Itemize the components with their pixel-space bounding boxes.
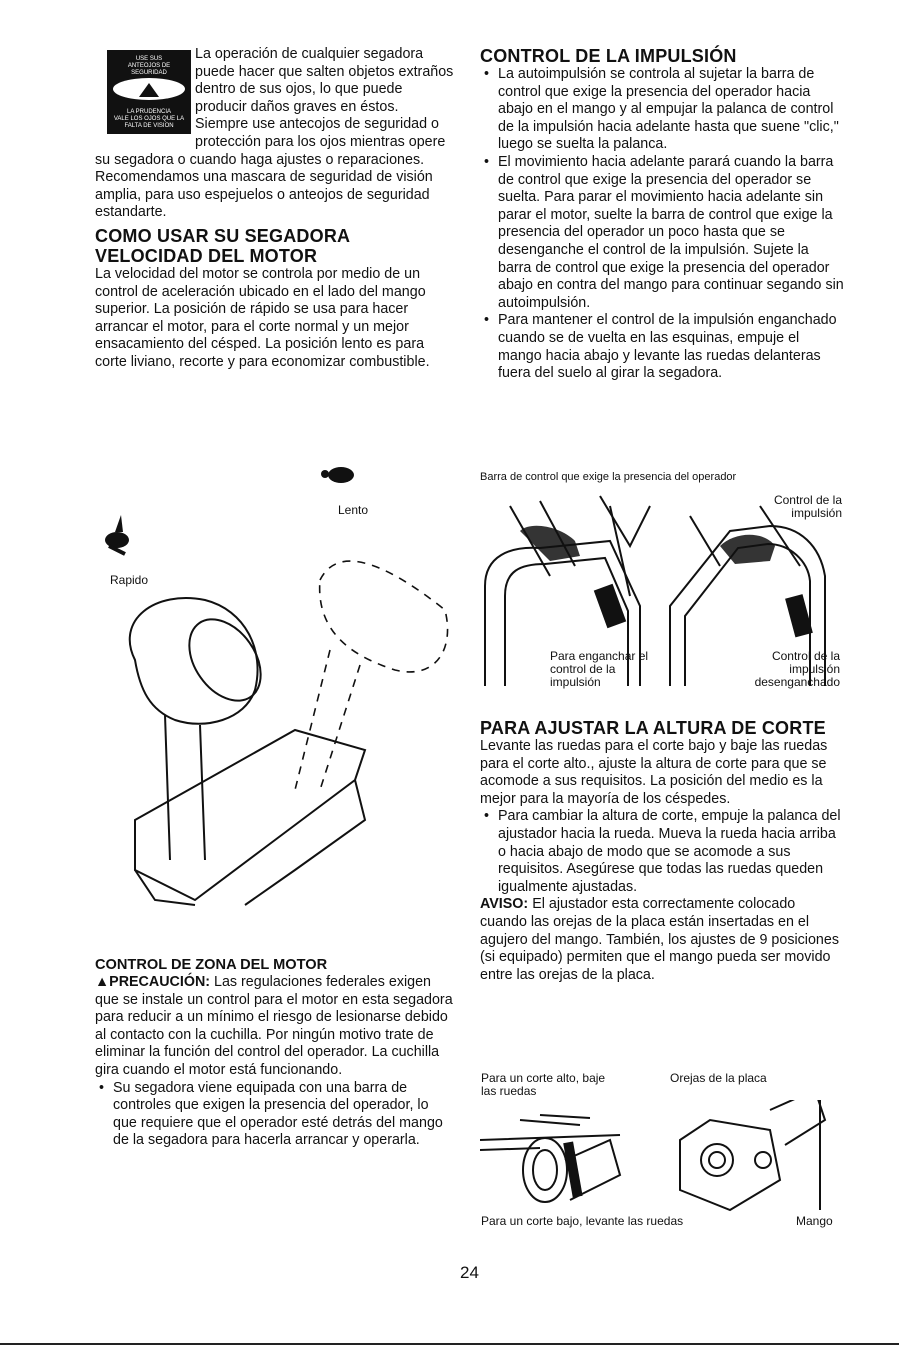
throttle-lever: [130, 598, 365, 905]
caution-label: PRECAUCIÓN:: [109, 974, 211, 990]
notice-paragraph: [480, 896, 845, 984]
lever-slow-outline: [320, 561, 448, 672]
badge-line: FALTA DE VISION: [124, 123, 174, 129]
caution-paragraph: [95, 974, 455, 1080]
badge-spacer: [95, 46, 195, 134]
fig1-label-disengaged: Control de la impulsión desenganchado: [754, 649, 840, 689]
warning-triangle-icon: ▲: [95, 974, 110, 990]
engine-zone-bullets: [95, 1080, 455, 1150]
lever-slow-arm: [295, 650, 360, 790]
caution-text: Las regulaciones federales exigen que se instale un control para el motor en esta segadora para reducir a un mínimo el riesgo de lesionarse debido al contacto con la cuchilla. Por ningún motivo trate de eliminar la función del control del operador. La cuchilla gira cuando el motor está funcionando.: [95, 974, 453, 1078]
fig2-label-handle: Mango: [796, 1214, 833, 1228]
badge-line: SEGURIDAD: [131, 70, 167, 76]
label-slow: Lento: [338, 503, 369, 517]
height-paragraph: Levante las ruedas para el corte bajo y baje las ruedas para el corte alto., ajuste la altura de corte para que se acomode a sus requisitos. La posición del medio es la mejor para la mayoría de los céspedes.: [480, 738, 828, 807]
label-fast: Rapido: [110, 573, 149, 587]
hand-left-illustration: [520, 526, 813, 638]
badge-line: LA PRUDENCIA: [126, 109, 171, 115]
throttle-illustration: [95, 460, 455, 920]
badge-line: USE SUS: [135, 56, 163, 62]
fig1-label-engage: Para enganchar el control de la impulsión: [550, 649, 649, 689]
list-item: • La autoimpulsión se controla al sujetar la barra de control que exige la presencia del operador hacia abajo en el mango y al empujar la palanca de control de la impulsión hacia adelante hasta que suene "clic," luego se suelta la palanca.: [498, 66, 845, 154]
list-item: • El movimiento hacia adelante parará cuando la barra de control que exige la presencia del operador se suelta. Para parar el movimiento hacia adelante sin parar el motor, suelte la barra de control que exige la presencia del operador un poco hasta que se desenganche el control de la impulsión. Sujete la barra de control que exige la presencia del operador abajo en contra del mango para continuar segando sin autoimpulsión.: [498, 154, 845, 312]
heading-how-to-use: COMO USAR SU SEGADORA: [95, 225, 351, 246]
badge-line: ANTEOJOS DE: [127, 63, 171, 69]
list-item: • Para cambiar la altura de corte, empuje la palanca del ajustador hacia la rueda. Mueva la rueda hacia arriba o hacia abajo de modo que se acomode a sus requisitos. Asegúrese que todas las ruedas queden igualmente ajustadas.: [498, 808, 845, 896]
list-item: • Su segadora viene equipada con una barra de controles que exigen la presencia del operador, lo que requiere que el operador esté detrás del mango de la segadora para hacerla arrancar y operarla.: [113, 1080, 455, 1150]
drive-control-illustration: [480, 486, 840, 696]
cutting-height-section: [480, 718, 845, 984]
fig2-label-high: Para un corte alto, baje las ruedas: [481, 1071, 606, 1098]
page-number: 24: [460, 1263, 479, 1282]
heading-cutting-height: PARA AJUSTAR LA ALTURA DE CORTE: [480, 718, 826, 738]
left-column: [95, 46, 455, 372]
notice-text: El ajustador esta correctamente colocado cuando las orejas de la placa están insertadas en el agujero del mango. También, los ajustes de 9 posiciones (si equipado) permiten que el mango pueda ser movido entre las orejas de la placa.: [480, 896, 839, 983]
heading-engine-zone: CONTROL DE ZONA DEL MOTOR: [95, 957, 328, 973]
right-column: [480, 46, 845, 383]
height-adjuster-illustration: [480, 1100, 840, 1215]
speed-paragraph: La velocidad del motor se controla por medio de un control de aceleración ubicado en el lado del mango superior. La posición de rápido se usa para hacer arrancar el motor, para el corte normal y un mejor ensacamiento del césped. La posición lento es para corte liviano, recorte y para economizar combustible.: [95, 265, 430, 370]
fig2-label-low: Para un corte bajo, levante las ruedas: [481, 1214, 684, 1228]
height-bullets: [480, 808, 845, 896]
heading-engine-speed: VELOCIDAD DEL MOTOR: [95, 245, 318, 266]
fig2-label-ears: Orejas de la placa: [670, 1071, 767, 1085]
heading-drive-control: CONTROL DE LA IMPULSIÓN: [480, 46, 737, 66]
rabbit-icon: [105, 515, 129, 554]
badge-line: VALE LOS OJOS QUE LA: [113, 116, 185, 122]
fig1-label-drive: Control de la impulsión: [773, 493, 842, 520]
notice-label: AVISO:: [480, 896, 529, 913]
fig1-caption-top: Barra de control que exige la presencia del operador: [480, 471, 737, 483]
list-item: • Para mantener el control de la impulsión enganchado cuando se de vuelta en las esquinas, empuje el mango hacia abajo y levante las ruedas delanteras fuera del suelo al girar la segadora.: [498, 312, 845, 382]
turtle-icon: [321, 467, 354, 483]
intro-text: La operación de cualquier segadora puede hacer que salten objetos extraños dentro de sus ojos, lo que puede producir daños graves en éstos. Siempre use antecojos de seguridad o protección para los ojos mientras opere su segadora o cuando haga ajustes o reparaciones. Recomendamos una mascara de seguridad de visión amplia, para uso espejuelos o anteojos de seguridad estandarte.: [95, 46, 454, 221]
drive-bullets: [480, 66, 845, 383]
engine-zone-section: [95, 956, 455, 1150]
intro-paragraph: [95, 46, 455, 222]
